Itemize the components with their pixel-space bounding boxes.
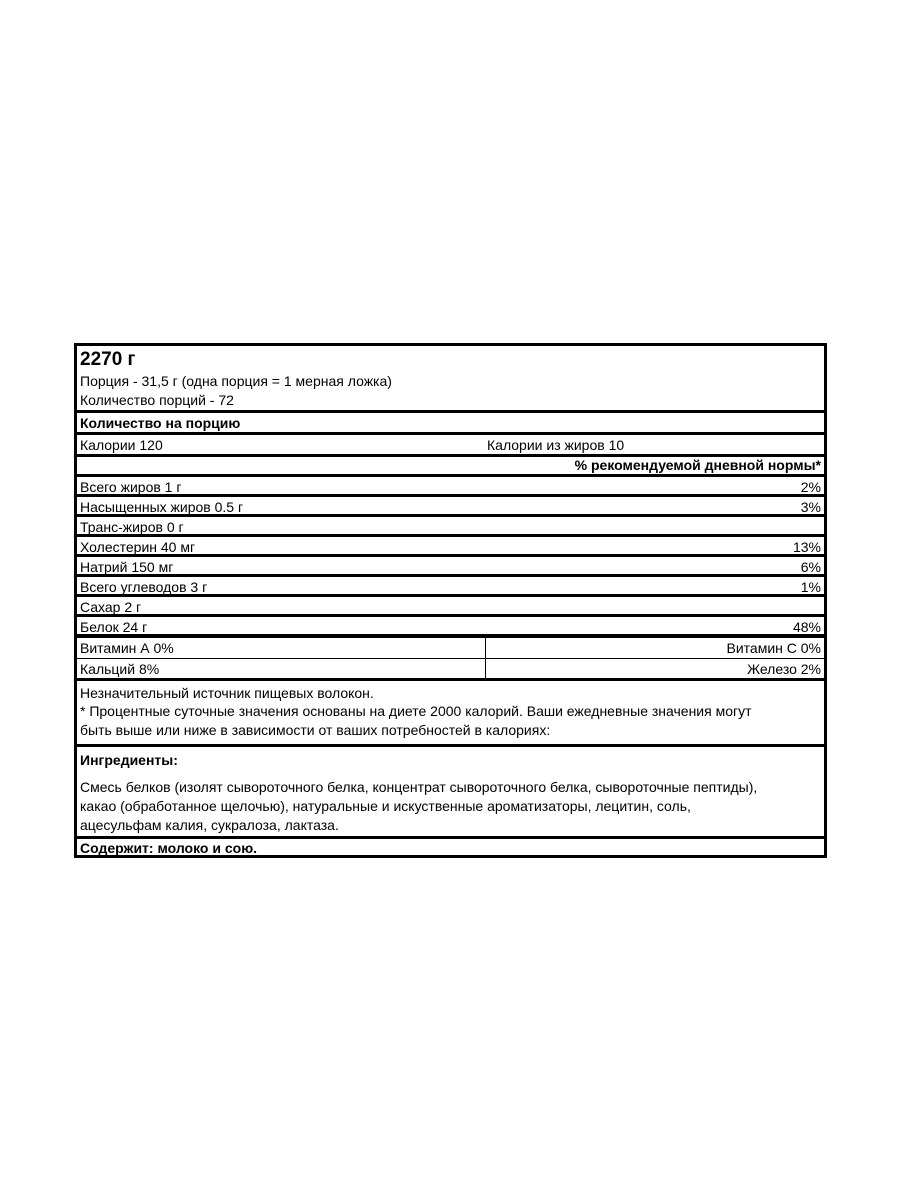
net-weight: 2270 г [80, 349, 136, 370]
nutrient-name: Натрий 150 мг [80, 559, 174, 575]
servings-count: Количество порций - 72 [80, 392, 234, 408]
ingredients-line: Смесь белков (изолят сывороточного белка, концентрат сывороточного белка, сывороточные пептиды), [80, 779, 758, 795]
vitamin-row [77, 638, 824, 658]
ingredients-line: ацесульфам калия, сукралоза, лактаза. [80, 817, 339, 833]
nutrient-dv: 48% [792, 619, 821, 635]
nutrient-row [77, 534, 824, 554]
nutrient-dv: 2% [800, 479, 821, 495]
calories-row [77, 432, 824, 454]
nutrition-label [74, 343, 827, 858]
nutrient-name: Белок 24 г [80, 619, 148, 635]
nutrient-row [77, 474, 824, 494]
ingredients-section [77, 744, 824, 836]
serving-size: Порция - 31,5 г (одна порция = 1 мерная ложка) [80, 373, 392, 389]
amount-per-serving: Количество на порцию [80, 415, 241, 431]
nutrient-row [77, 554, 824, 574]
nutrients-table [77, 474, 824, 634]
calories-from-fat: Калории из жиров 10 [487, 437, 625, 453]
nutrient-row [77, 574, 824, 594]
fiber-note: Незначительный источник пищевых волокон. [80, 685, 374, 701]
nutrient-name: Транс-жиров 0 г [80, 519, 184, 535]
nutrient-row [77, 614, 824, 634]
footnote-line: быть выше или ниже в зависимости от ваших потребностей в калориях: [80, 722, 551, 738]
nutrient-name: Всего жиров 1 г [80, 479, 182, 495]
vitamin-left: Кальций 8% [80, 661, 160, 677]
nutrient-name: Холестерин 40 мг [80, 539, 196, 555]
nutrient-row [77, 594, 824, 614]
nutrient-name: Насыщенных жиров 0.5 г [80, 499, 244, 515]
nutrient-row [77, 514, 824, 534]
ingredients-line: какао (обработанное щелочью), натуральные и искуственные ароматизаторы, лецитин, соль, [80, 798, 691, 814]
label-header [77, 346, 824, 410]
notes-section [77, 678, 824, 744]
daily-value-header-row [77, 454, 824, 474]
vitamin-left: Витамин А 0% [80, 640, 174, 656]
footnote-line: * Процентные суточные значения основаны на диете 2000 калорий. Ваши ежедневные значения могут [80, 703, 752, 719]
nutrient-row [77, 494, 824, 514]
nutrient-name: Сахар 2 г [80, 599, 142, 615]
nutrient-dv: 6% [800, 559, 821, 575]
amount-per-serving-section [77, 410, 824, 432]
ingredients-title: Ингредиенты: [80, 752, 178, 768]
vitamins-table [77, 634, 824, 678]
nutrient-dv: 3% [800, 499, 821, 515]
calories-label: Калории 120 [80, 437, 163, 453]
nutrient-dv: 1% [800, 579, 821, 595]
vitamin-right: Витамин С 0% [726, 640, 821, 656]
allergens: Содержит: молоко и сою. [80, 840, 258, 856]
allergens-section [77, 836, 824, 855]
nutrient-dv: 13% [792, 539, 821, 555]
daily-value-header: % рекомендуемой дневной нормы* [574, 457, 821, 473]
vitamin-right: Железо 2% [747, 661, 821, 677]
vitamin-row [77, 658, 824, 678]
nutrient-name: Всего углеводов 3 г [80, 579, 208, 595]
